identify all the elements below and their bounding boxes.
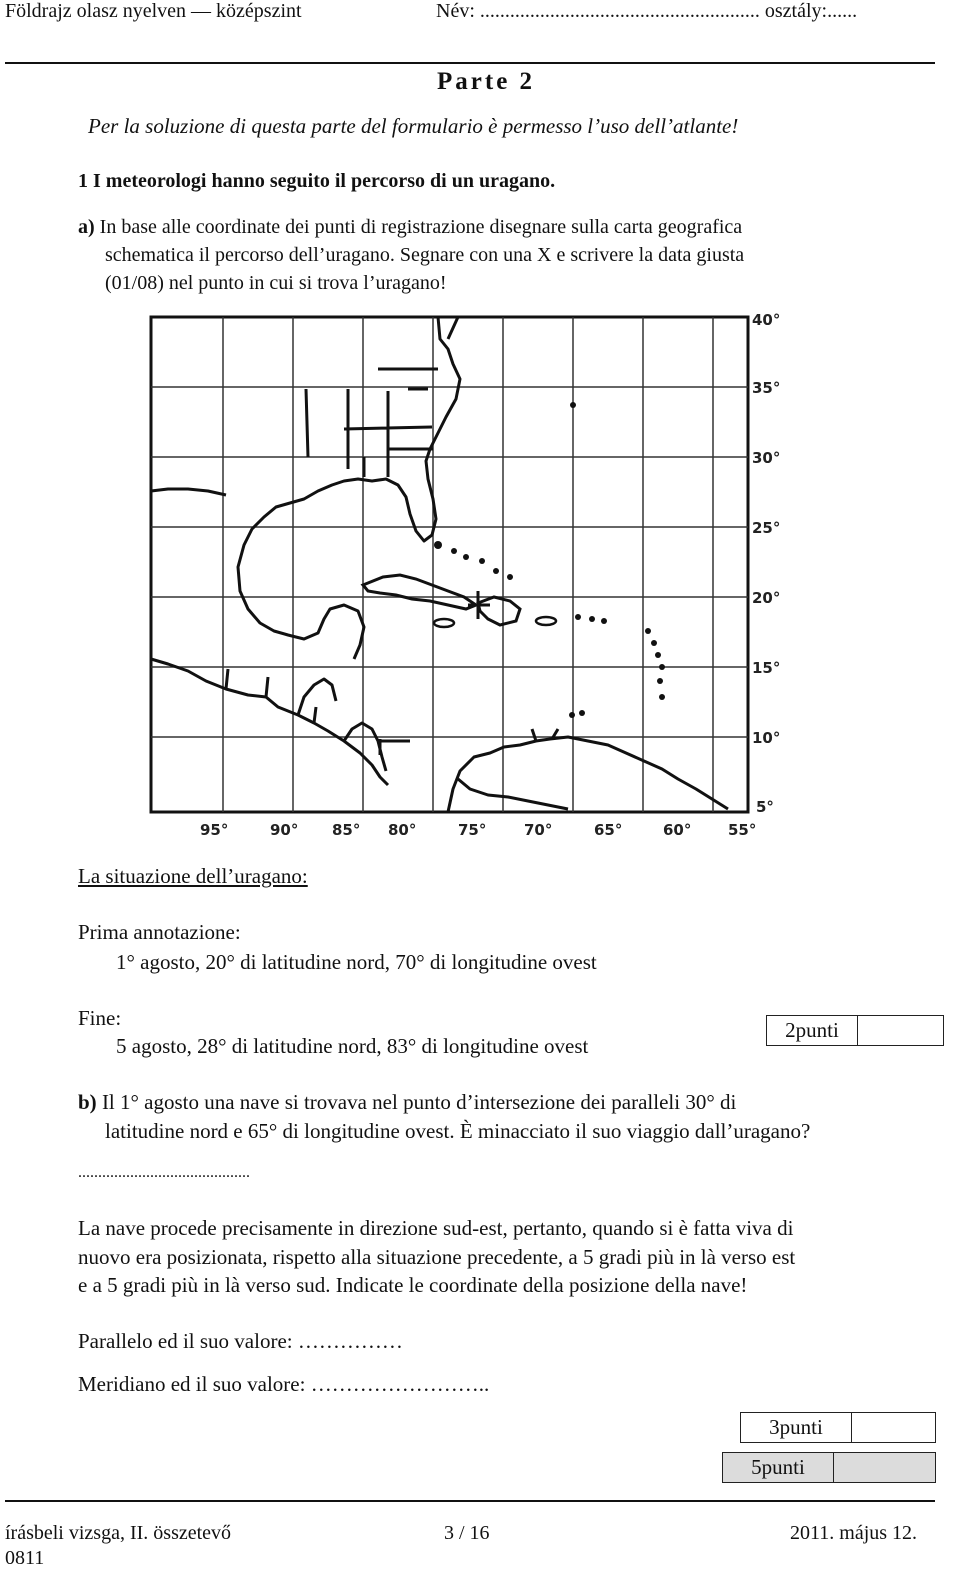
task1b-line1: [78, 1090, 736, 1115]
first-record-value: 1° agosto, 20° di latitudine nord, 70° di longitudine ovest: [116, 950, 597, 974]
part-title: Parte 2: [437, 68, 536, 95]
ship-paragraph-line3: e a 5 gradi più in là verso sud. Indicate le coordinate della posizione della nave!: [78, 1273, 748, 1297]
score-label: 2punti: [767, 1016, 858, 1045]
lon-label: 70°: [524, 821, 553, 839]
lat-label: 5°: [756, 798, 774, 816]
lon-label: 95°: [200, 821, 229, 839]
task1a-line3: (01/08) nel punto in cui si trova l’uragano!: [105, 272, 447, 294]
score-box-b: [740, 1412, 936, 1443]
score-entry[interactable]: [834, 1453, 935, 1482]
lat-label: 10°: [752, 729, 781, 747]
header-subject: Földrajz olasz nyelven — középszint: [5, 0, 302, 22]
lat-label: 30°: [752, 449, 781, 467]
score-box-total: [722, 1452, 936, 1483]
lat-label: 15°: [752, 659, 781, 677]
task1b-line2: latitudine nord e 65° di longitudine ovest. È minacciato il suo viaggio dall’uragano?: [105, 1119, 811, 1143]
schematic-map: [148, 309, 798, 844]
ship-paragraph-line1: La nave procede precisamente in direzione sud-est, pertanto, quando si è fatta viva di: [78, 1216, 794, 1240]
score-entry[interactable]: [852, 1413, 935, 1442]
task1b-text1: Il 1° agosto una nave si trovava nel punto d’intersezione dei paralleli 30° di: [101, 1090, 737, 1114]
lon-label: 80°: [388, 821, 417, 839]
lon-label: 75°: [458, 821, 487, 839]
score-label: 3punti: [741, 1413, 852, 1442]
lat-label: 40°: [752, 311, 781, 329]
footer-rule: [5, 1500, 935, 1502]
footer-code: 0811: [5, 1547, 45, 1569]
lon-label: 60°: [663, 821, 692, 839]
footer-page-number: 3 / 16: [444, 1522, 490, 1544]
footer-exam-type: írásbeli vizsga, II. összetevő: [5, 1522, 232, 1544]
lon-label: 85°: [332, 821, 361, 839]
intro-note: Per la soluzione di questa parte del formulario è permesso l’uso dell’atlante!: [88, 114, 739, 138]
ship-paragraph-line2: nuovo era posizionata, rispetto alla situazione precedente, a 5 gradi più in là verso est: [78, 1245, 796, 1269]
lon-label: 65°: [594, 821, 623, 839]
task1-title: 1 I meteorologi hanno seguito il percorso di un uragano.: [78, 170, 556, 192]
lon-label: 90°: [270, 821, 299, 839]
score-box-a: [766, 1015, 944, 1046]
task1a-text1: In base alle coordinate dei punti di registrazione disegnare sulla carta geografica: [99, 216, 743, 238]
task1a-line2: schematica il percorso dell’uragano. Segnare con una X e scrivere la data giusta: [105, 244, 745, 266]
end-record-label: Fine:: [78, 1006, 122, 1030]
score-entry[interactable]: [858, 1016, 943, 1045]
score-label: 5punti: [723, 1453, 834, 1482]
footer-date: 2011. május 12.: [790, 1522, 918, 1544]
lat-label: 25°: [752, 519, 781, 537]
first-record-label: Prima annotazione:: [78, 920, 241, 944]
header-name-class-field: Név: ........................................................ osztály:......: [436, 0, 858, 22]
task1a-label: a): [78, 216, 95, 238]
task1a-line1: [78, 216, 742, 239]
lat-label: 20°: [752, 589, 781, 607]
lat-label: 35°: [752, 379, 781, 397]
meridian-answer-line[interactable]: Meridiano ed il suo valore: ……………………..: [78, 1372, 490, 1396]
header-rule: [5, 62, 935, 64]
end-record-value: 5 agosto, 28° di latitudine nord, 83° di longitudine ovest: [116, 1034, 589, 1058]
task1b-label: b): [78, 1090, 97, 1114]
lon-label: 55°: [728, 821, 757, 839]
answer-dots[interactable]: ...........................................: [78, 1164, 250, 1181]
situation-heading: La situazione dell’uragano:: [78, 864, 308, 888]
parallel-answer-line[interactable]: Parallelo ed il suo valore: ……………: [78, 1329, 403, 1353]
